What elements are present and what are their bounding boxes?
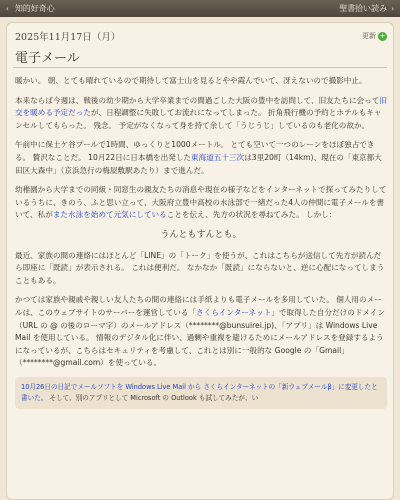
paragraph-4-text-a: 幼稚園から大学までの同級・同窓生の親友たちの消息や現在の様子などをインターネットで探ってみたりしているうちに、きのう、ふと思い立って、大阪府立豊中高校の水泳部で一緒だった4人の仲間に電子メールを書いて、私が	[15, 185, 387, 220]
article-date: 2025年11月17日（月）	[15, 32, 121, 43]
diary-oct26-link[interactable]: 10月26日の日記でメールソフトを Windows Live Mail から さくらインターネットの「新ウェブメールβ」に変更したと書いた。	[21, 382, 378, 402]
prev-category-link[interactable]	[6, 3, 55, 14]
title-divider	[13, 67, 387, 68]
next-category-link[interactable]	[339, 3, 394, 14]
paragraph-6-text-a: かつては家族や親戚や親しい友人たちの間の連絡には手紙よりも電子メールを多用していた。 個人用のメールは、このウェブサイトのサーバーを運営している	[15, 295, 382, 317]
centered-phrase: うんともすんとも。	[160, 229, 242, 240]
tokaido-link[interactable]: 東海道五十三次	[191, 152, 245, 162]
paragraph-4-text-b: ことを伝え、先方の状況を尋ねてみた。 しかし：	[166, 210, 337, 220]
update-label: 更新	[362, 32, 376, 40]
paragraph-6	[15, 294, 387, 370]
top-navigation-bar	[0, 0, 400, 17]
article-title: 電子メール	[15, 51, 80, 66]
paragraph-3-text-a: 午前中に保土ケ谷プールで1時間、ゆっくりと1000メートル。 とても空いて一つのレーンをほぼ独占できる。 贅沢なことだ。 10月22日に日本橋を出発した	[15, 140, 375, 162]
update-button[interactable]	[362, 31, 387, 41]
article-body	[15, 75, 387, 409]
article-card	[6, 22, 394, 500]
paragraph-2-text-b: が、日程調整に失敗してお流れになってしまった。 折角飛行機の予約とホテルもキャンセルしてもらった。 残念。 予定がなくなって身を持て余して「うじうじ」しているのも老化の故か。	[15, 108, 382, 130]
note-text: そして、別のアプリとして Microsoft の Outlook も試してみたが、い	[47, 393, 259, 402]
prev-category-label: 知的好奇心	[14, 4, 55, 13]
paragraph-2	[15, 95, 387, 133]
swimming-link[interactable]: また水泳を始めて元気にしている	[52, 210, 167, 220]
reunion-link[interactable]: 旧交を暖める予定だった	[15, 95, 387, 118]
paragraph-4	[15, 184, 387, 222]
paragraph-3	[15, 139, 387, 177]
chevron-left-icon: ‹	[6, 4, 9, 13]
chevron-right-icon: ›	[391, 4, 394, 13]
paragraph-2-text-a: 本来ならば今週は、戦後の幼少期から大学卒業までの間過ごした大阪の豊中を訪問して、旧友たちに会って	[15, 95, 380, 105]
sakura-internet-link[interactable]: 「さくらインターネット」	[188, 307, 279, 317]
paragraph-5: 最近、家族の間の連絡にはほとんど「LINE」の「トーク」を使うが、これはこちらが送信して先方が読んだら即座に「既読」が表示される。 これは便利だ。 なかなか「既読」にならないと、逆に心配になってしまうこともある。	[15, 250, 385, 285]
next-category-label: 聖書拾い読み	[339, 4, 388, 13]
update-plus-icon: +	[379, 31, 386, 40]
paragraph-1: 暖かい。 朝、とても晴れているので期待して富士山を見るとやや霞んでいて、冴えないので撮影中止。	[15, 76, 367, 85]
related-note	[15, 377, 387, 409]
paragraph-3-text-b: は3里20町（14km)、現在の「東京都大田区大森中」（京浜急行の梅屋敷駅あたり）まで進んだ。	[15, 152, 382, 175]
paragraph-6-text-b: で取得した自分だけのドメイン（URL の @ の後のローマ字）のメールアドレス（********@bunsuirei.jp)、「アプリ」は Windows Live Mail を使用している。 情報のデジタル化に伴い、過剰や重複を避けるためにメールアドレスを登録するようになっているが、こちらはセキュリティを考慮して、これとは別に一般的な Google の「Gmail」（********@gmail.com）を使っている。	[15, 307, 385, 368]
